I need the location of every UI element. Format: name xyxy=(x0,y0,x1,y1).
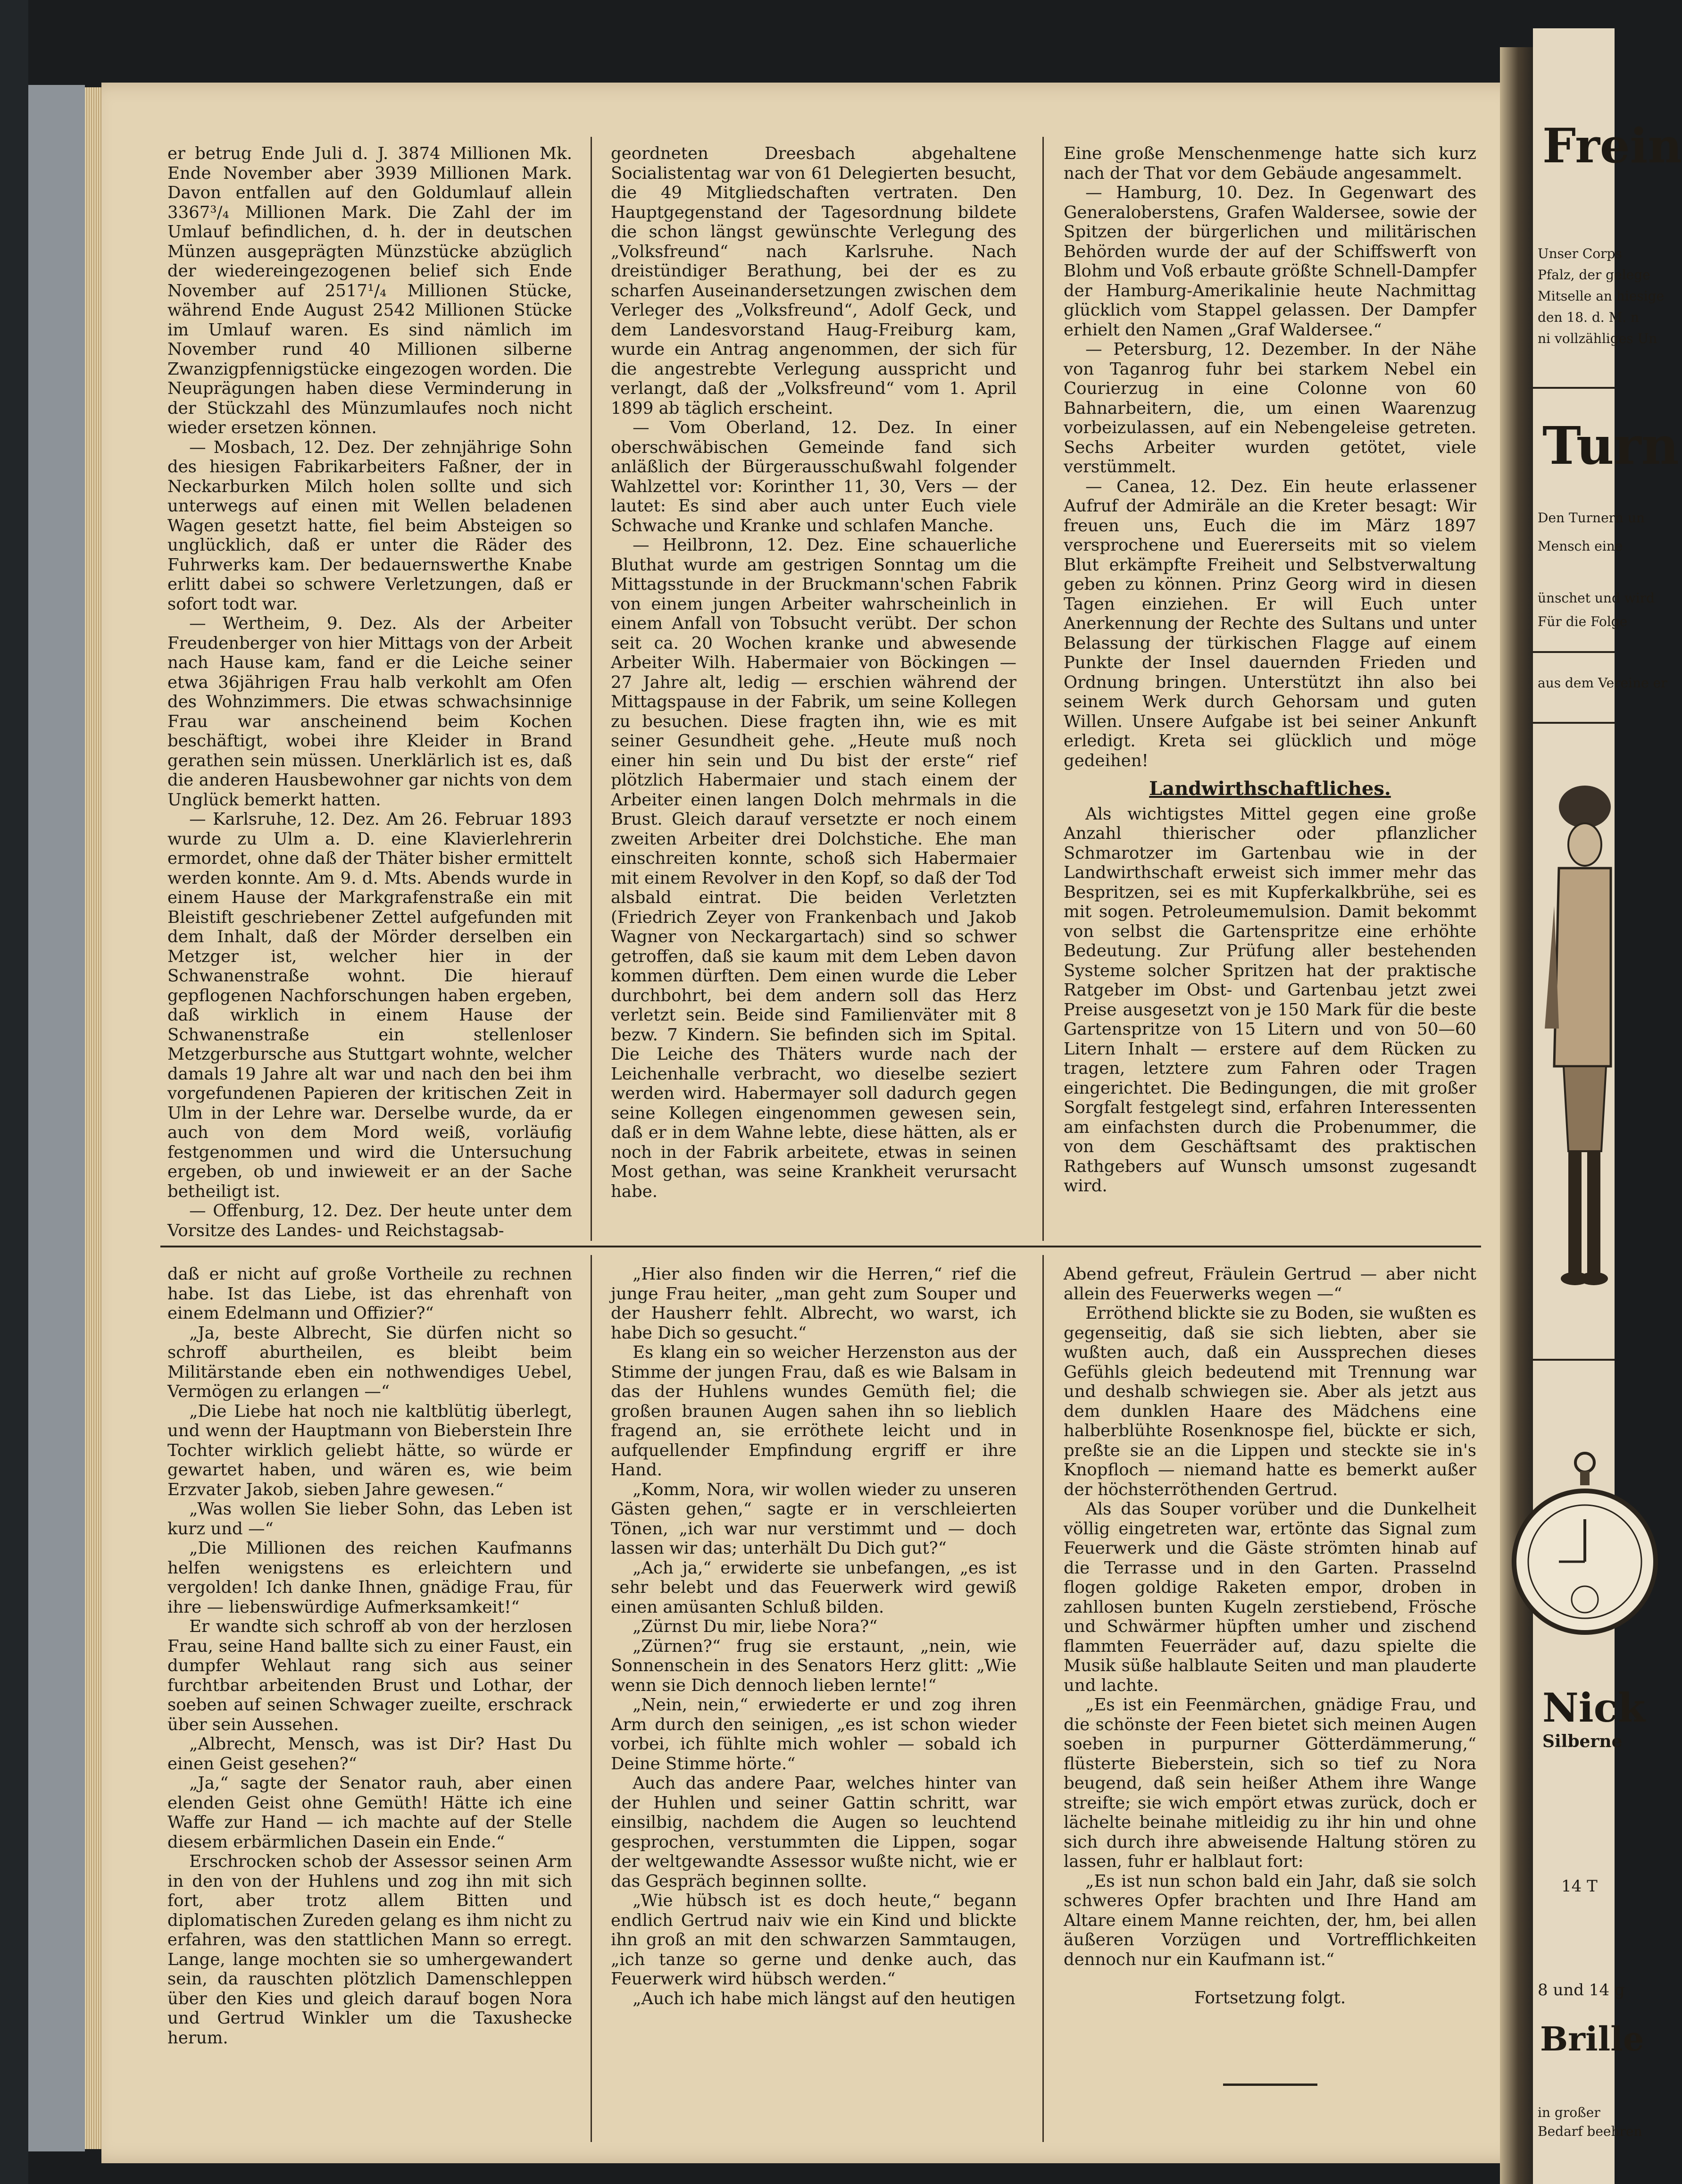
story-paragraph: daß er nicht auf große Vortheile zu rechnen habe. Ist das Liebe, ist das ehrenhaft von einem Edelmann und Offizier?“ xyxy=(167,1264,572,1323)
news-paragraph: Eine große Menschenmenge hatte sich kurz nach der That vor dem Gebäude angesammelt. xyxy=(1064,144,1476,183)
story-paragraph: Erröthend blickte sie zu Boden, sie wußten es gegenseitig, daß sie sich liebten, aber sie wußten auch, daß ein Aussprechen dieses Gefühls gleich bedeutend mit Trennung war und deshalb schwiegen sie. Aber als jetzt aus dem dunklen Haare des Mädchens eine halberblühte Rosenknospe fiel, bückte er sich, preßte sie an die Lippen und steckte sie in's Knopfloch — niemand hatte es bemerkt außer der höchsterröthenden Gertrud. xyxy=(1064,1304,1476,1499)
feuilleton-column-2 xyxy=(611,1264,1016,2161)
story-paragraph: Es klang ein so weicher Herzenston aus der Stimme der jungen Frau, daß es wie Balsam in das der Huhlens wundes Gemüth fiel; die großen braunen Augen sahen ihn so lieblich fragend an, sie erröthete leicht und in aufquellender Empfindung ergriff er ihre Hand. xyxy=(611,1343,1016,1480)
story-paragraph: „Ja, beste Albrecht, Sie dürfen nicht so schroff aburtheilen, es bleibt beim Militärstande eben ein nothwendiges Uebel, Vermögen zu erlangen —“ xyxy=(167,1323,572,1401)
news-paragraph: — Canea, 12. Dez. Ein heute erlassener Aufruf der Admiräle an die Kreter besagt: Wir freuen uns, Euch die im März 1897 versprochene und Euererseits mit so vielem Blut erkämpfte Freiheit und Selbstverwaltung geben zu können. Prinz Georg wird in diesen Tagen einziehen. Er will Euch unter Anerkennung der Rechte des Sultans und unter Belassung der türkischen Flagge auf einem Punkte der Insel dauernden Frieden und Ordnung bringen. Unterstützt ihn also bei seinem Werk durch Gehorsam und guten Willen. Unsere Aufgabe ist bei seiner Ankunft erledigt. Kreta sei glücklich und möge gedeihen! xyxy=(1064,477,1476,770)
news-paragraph: geordneten Dreesbach abgehaltene Socialistentag war von 61 Delegierten besucht, die 49 Mitgliedschaften vertraten. Den Hauptgegenstand der Tagesordnung bildete die schon längst gewünschte Verlegung des „Volksfreund“ nach Karlsruhe. Nach dreistündiger Berathung, bei der es zu scharfen Auseinandersetzungen zwischen dem Verleger des „Volksfreund“, Adolf Geck, und dem Landesvorstand Haug-Freiburg kam, wurde ein Antrag angenommen, der sich für die angestrebte Verlegung ausspricht und verlangt, daß der „Volksfreund“ vom 1. April 1899 ab täglich erscheint. xyxy=(611,144,1016,418)
facing-brille-heading: Brille xyxy=(1540,2019,1644,2058)
news-paragraph: — Hamburg, 10. Dez. In Gegenwart des Generaloberstens, Grafen Waldersee, sowie der Spitzen der bürgerlichen und militärischen Behörden wurde der auf der Schiffswerft von Blohm und Voß erbaute größte Schnell-Dampfer der Hamburg-Amerikalinie heute Nachmittag glücklich vom Stappel gelassen. Der Dampfer erhielt den Namen „Graf Waldersee.“ xyxy=(1064,183,1476,340)
news-paragraph: — Mosbach, 12. Dez. Der zehnjährige Sohn des hiesigen Fabrikarbeiters Faßner, der in Neckarburken Milch holen sollte und sich unterwegs auf einen mit Wellen beladenen Wagen gesetzt hatte, fiel beim Absteigen so unglücklich, daß er unter die Räder des Fuhrwerks kam. Der bedauernswerthe Knabe erlitt dabei so schwere Verletzungen, daß er sofort todt war. xyxy=(167,437,572,614)
news-column-1 xyxy=(167,144,572,1240)
facing-rule xyxy=(1533,387,1615,389)
story-paragraph: „Auch ich habe mich längst auf den heutigen xyxy=(633,1989,1016,2008)
news-paragraph: — Petersburg, 12. Dezember. In der Nähe von Taganrog fuhr bei starkem Nebel ein Courierzug in eine Colonne von 60 Bahnarbeitern, die, um einen Waarenzug vorbeizulassen, auf ein Nebengeleise getreten. Sechs Arbeiter wurden getötet, viele verstümmelt. xyxy=(1064,340,1476,477)
facing-text-line: 8 und 14 g xyxy=(1538,1981,1625,2000)
news-paragraph: — Heilbronn, 12. Dez. Eine schauerliche Bluthat wurde am gestrigen Sonntag um die Mittagsstunde in der Bruckmann'schen Fabrik von einem jungen Arbeiter wahrscheinlich in einem Anfall von Tobsucht verübt. Der schon seit ca. 20 Wochen kranke und abwesende Arbeiter Wilh. Habermaier von Böckingen — 27 Jahre alt, ledig — erschien während der Mittagspause in der Fabrik, um seine Kollegen zu besuchen. Diese fragten ihn, wie es mit seiner Gesundheit gehe. „Heute muß noch einer hin sein und Du bist der erste“ rief plötzlich Habermaier und stach einem der Arbeiter einen langen Dolch mehrmals in die Brust. Gleich darauf versetzte er noch einem zweiten Arbeiter drei Dolchstiche. Ehe man einschreiten konnte, schoß sich Habermaier mit einem Revolver in den Kopf, so daß der Tod alsbald eintrat. Die beiden Verletzten (Friedrich Zeyer von Frankenbach und Jakob Wagner von Neckargartach) sind so schwer getroffen, daß sie kaum mit dem Leben davon kommen dürften. Dem einen wurde die Leber durchbohrt, bei dem andern soll das Herz verletzt sein. Beide sind Familienväter mit 8 bezw. 7 Kindern. Sie befinden sich im Spital. Die Leiche des Thäters wurde nach der Leichenhalle verbracht, wo dieselbe seziert werden wird. Habermayer soll dadurch gegen seine Kollegen eingenommen gewesen sein, daß er in dem Wahne lebte, diese hätten, als er noch in der Fabrik arbeitete, etwas in seinen Most gethan, was seine Krankheit verursacht habe. xyxy=(611,536,1016,1201)
pocket-watch-illustration xyxy=(1540,1444,1611,1651)
story-paragraph: „Ach ja,“ erwiderte sie unbefangen, „es ist sehr belebt und das Feuerwerk wird gewiß einen amüsanten Schluß bilden. xyxy=(611,1558,1016,1617)
news-paragraph: er betrug Ende Juli d. J. 3874 Millionen Mk. Ende November aber 3939 Millionen Mark. Davon entfallen auf den Goldumlauf allein 3367³/₄ Millionen Mark. Die Zahl der im Umlauf befindlichen, d. h. der in deutschen Münzen ausgeprägten Münzstücke abzüglich der wiedereingezogenen belief sich Ende November auf 2517¹/₄ Millionen Stücke, während Ende August 2542 Millionen Stücke im Umlauf waren. Es sind nämlich im November rund 40 Millionen silberne Zwanzigpfennigstücke eingezogen worden. Die Neuprägungen haben diese Verminderung in der Stückzahl des Münzumlaufes noch nicht wieder ersetzen können. xyxy=(167,144,572,437)
facing-text-line: den 18. d. M. n xyxy=(1538,310,1640,325)
column-rule-upper-2 xyxy=(1042,137,1044,1241)
facing-text-line: Für die Folge xyxy=(1538,614,1628,629)
story-paragraph: Als das Souper vorüber und die Dunkelheit völlig eingetreten war, ertönte das Signal zum Feuerwerk und die Gäste strömten hinab auf die Terrasse und in den Garten. Prasselnd flogen goldige Raketen empor, droben in zahllosen bunten Kugeln zerstiebend, Frösche und Schwärmer hüpften umher und zischend flammten Feuerräder auf, dazu spielte die Musik süße halblaute Seiten und man plauderte und lachte. xyxy=(1064,1499,1476,1695)
story-paragraph: Er wandte sich schroff ab von der herzlosen Frau, seine Hand ballte sich zu einer Faust, ein dumpfer Wehlaut rang sich aus seiner furchtbar arbeitenden Brust und Lothar, der soeben auf seinen Schwager zueilte, erschrack über sein Aussehen. xyxy=(167,1617,572,1734)
story-paragraph: Auch das andere Paar, welches hinter van der Huhlen und seiner Gattin schritt, war einsilbig, nachdem die Augen so leuchtend gesprochen, verstummten die Lippen, sogar der weltgewandte Assessor wußte nicht, wie er das Gespräch beginnen sollte. xyxy=(611,1774,1016,1891)
facing-text-line: Mitselle an hiesige xyxy=(1538,288,1665,304)
story-paragraph: „Hier also finden wir die Herren,“ rief die junge Frau heiter, „man geht zum Souper und der Hausherr fehlt. Albrecht, wo warst, ich habe Dich so gesucht.“ xyxy=(611,1264,1016,1343)
facing-page xyxy=(1533,28,1682,2184)
story-paragraph: „Was wollen Sie lieber Sohn, das Leben ist kurz und —“ xyxy=(167,1499,572,1539)
facing-text-line: Bedarf beehren xyxy=(1538,2124,1642,2139)
story-paragraph: „Zürnst Du mir, liebe Nora?“ xyxy=(633,1617,878,1636)
facing-text-line: aus dem Vereine er xyxy=(1538,675,1667,691)
facing-text-line: 14 T xyxy=(1561,1877,1598,1896)
news-paragraph: — Offenburg, 12. Dez. Der heute unter dem Vorsitze des Landes- und Reichstagsab- xyxy=(167,1201,572,1240)
story-paragraph: Abend gefreut, Fräulein Gertrud — aber nicht allein des Feuerwerks wegen —“ xyxy=(1064,1264,1476,1304)
book-binding xyxy=(28,85,85,2151)
facing-text-line: ünschet und wird xyxy=(1538,590,1655,606)
column-rule-lower-1 xyxy=(591,1255,592,2142)
news-paragraph: — Wertheim, 9. Dez. Als der Arbeiter Freudenberger von hier Mittags von der Arbeit nach Hause kam, fand er die Leiche seiner etwa 36jährigen Frau halb verkohlt am Ofen des Wohnzimmers. Die etwas schwachsinnige Frau war anscheinend beim Kochen beschäftigt, wobei ihre Kleider in Brand gerathen sein müssen. Unerklärlich ist es, daß die anderen Hausbewohner gar nichts von dem Unglück bemerkt hatten. xyxy=(167,614,572,810)
feuilleton-divider xyxy=(160,1246,1481,1247)
story-paragraph: „Die Millionen des reichen Kaufmanns helfen wenigstens es erleichtern und vergolden! Ich danke Ihnen, gnädige Frau, für ihre — liebenswürdige Aufmerksamkeit!“ xyxy=(167,1539,572,1617)
page-stack-edge xyxy=(85,87,101,2149)
facing-text-line: Silberne xyxy=(1542,1732,1623,1751)
news-paragraph: — Vom Oberland, 12. Dez. In einer oberschwäbischen Gemeinde fand sich anläßlich der Bürgerausschußwahl folgender Wahlzettel vor: Korinther 11, 30, Vers — der lautet: Es sind aber auch unter Euch viele Schwache und Kranke und schlafen Manche. xyxy=(611,418,1016,536)
facing-text-line: Unser Corps xyxy=(1538,246,1622,261)
feuilleton-column-1 xyxy=(167,1264,572,2161)
column-rule-upper-1 xyxy=(591,137,592,1241)
story-paragraph: Erschrocken schob der Assessor seinen Arm in den von der Huhlens und zog ihn mit sich fort, aber trotz allem Bitten und diplomatischen Zureden gelang es ihm nicht zu erfahren, was den stattlichen Mann so erregt. Lange, lange mochten sie so umhergewandert sein, da rauschten plötzlich Damenschleppen über den Kies und gleich darauf bogen Nora und Gertrud Winkler um die Taxushecke herum. xyxy=(167,1852,572,2048)
facing-text-line: Mensch eine xyxy=(1538,538,1623,554)
story-paragraph: „Komm, Nora, wir wollen wieder zu unseren Gästen gehen,“ sagte er in verschleierten Tönen, „ich war nur verstimmt und — doch lassen wir das; unterhält Du Dich gut?“ xyxy=(611,1480,1016,1558)
end-rule xyxy=(1223,2084,1317,2086)
story-paragraph: „Zürnen?“ frug sie erstaunt, „nein, wie Sonnenschein in des Senators Herz glitt: „Wie wenn sie Dich dennoch lieben lernte!“ xyxy=(611,1636,1016,1695)
facing-masthead: Frein xyxy=(1542,118,1682,174)
story-paragraph: „Nein, nein,“ erwiederte er und zog ihren Arm durch den seinigen, „es ist schon wieder vorbei, ich fühlte mich wohler — sobald ich Deine Stimme hörte.“ xyxy=(611,1695,1016,1774)
news-column-2 xyxy=(611,144,1016,1234)
continuation-note: Fortsetzung folgt. xyxy=(1194,1988,1346,2008)
facing-text-line: ni vollzähliges Un xyxy=(1538,331,1657,346)
facing-turn-heading: Turn xyxy=(1542,415,1679,476)
column-rule-lower-2 xyxy=(1042,1255,1044,2142)
news-paragraph: Als wichtigstes Mittel gegen eine große Anzahl thierischer oder pflanzlicher Schmarotzer im Gartenbau wie in der Landwirthschaft erweist sich immer mehr das Bespritzen, sei es mit Kupferkalkbrühe, sei es mit sogen. Petroleumemulsion. Damit bekommt von selbst die Gartenspritze eine erhöhte Bedeutung. Zur Prüfung aller bestehenden Systeme solcher Spritzen hat der praktische Ratgeber im Obst- und Gartenbau jetzt zwei Preise ausgesetzt von je 150 Mark für die beste Gartenspritze von 15 Litern und von 50—60 Litern Inhalt — erstere auf dem Rücken zu tragen, letztere zum Fahren oder Tragen eingerichtet. Die Bedingungen, die mit großer Sorgfalt festgelegt sind, erfahren Interessenten am einfachsten durch die Probenummer, die von dem Geschäftsamt des praktischen Rathgebers auf Wunsch umsonst zugesandt wird. xyxy=(1064,804,1476,1196)
story-paragraph: „Albrecht, Mensch, was ist Dir? Hast Du einen Geist gesehen?“ xyxy=(167,1734,572,1774)
story-paragraph: „Ja,“ sagte der Senator rauh, aber einen elenden Geist ohne Gemüth! Hätte ich eine Waffe zur Hand — ich machte auf der Stelle diesem erbärmlichen Dasein ein Ende.“ xyxy=(167,1774,572,1852)
story-paragraph: „Es ist nun schon bald ein Jahr, daß sie solch schweres Opfer brachten und Ihre Hand am Altare einem Manne reichten, der, hm, bei allen äußeren Vorzügen und Vortrefflichkeiten dennoch nur ein Kaufmann ist.“ xyxy=(1064,1871,1476,1969)
feuilleton-column-3 xyxy=(1064,1264,1476,2161)
costume-figure-illustration xyxy=(1540,764,1611,1330)
facing-text-line: in großer xyxy=(1538,2105,1600,2120)
news-column-3 xyxy=(1064,144,1476,1234)
scanner-background xyxy=(0,0,28,2184)
facing-text-line: Pfalz, der gelege xyxy=(1538,267,1650,283)
facing-nickel-heading: Nick xyxy=(1542,1684,1646,1731)
story-paragraph: „Es ist ein Feenmärchen, gnädige Frau, und die schönste der Feen bietet sich meinen Augen soeben in purpurner Götterdämmerung,“ flüsterte Bieberstein, sich so tief zu Nora beugend, daß sein heißer Athem ihre Wange streifte; sie wich empört etwas zurück, doch er lächelte beinahe mitleidig zu ihr hin und ohne sich durch ihre abweisende Haltung stören zu lassen, fuhr er halblaut fort: xyxy=(1064,1695,1476,1871)
facing-rule xyxy=(1533,651,1615,653)
facing-rule xyxy=(1533,722,1615,724)
section-heading: Landwirthschaftliches. xyxy=(1149,778,1391,800)
story-paragraph: „Die Liebe hat noch nie kaltblütig überlegt, und wenn der Hauptmann von Bieberstein Ihre Tochter wirklich geliebt hätte, so würde er gewartet haben, und wären es, wie beim Erzvater Jakob, sieben Jahre gewesen.“ xyxy=(167,1401,572,1499)
book-gutter xyxy=(1500,47,1533,2184)
facing-text-line: Den Turnern un xyxy=(1538,510,1645,526)
news-paragraph: — Karlsruhe, 12. Dez. Am 26. Februar 1893 wurde zu Ulm a. D. eine Klavierlehrerin ermordet, ohne daß der Thäter bisher ermittelt werden konnte. Am 9. d. Mts. Abends wurde in einem Hause der Markgrafenstraße ein mit Bleistift geschriebener Zettel aufgefunden mit dem Inhalt, daß der Mörder derselben ein Metzger ist, welcher hier in der Schwanenstraße wohnt. Die hierauf gepflogenen Nachforschungen haben ergeben, daß wirklich in einem Hause der Schwanenstraße ein stellenloser Metzgerbursche aus Stuttgart wohnte, welcher damals 19 Jahre alt war und nach den bei ihm vorgefundenen Papieren der kritischen Zeit in Ulm in der Lehre war. Derselbe wurde, da er auch von dem Mord weiß, vorläufig festgenommen und wird die Untersuchung ergeben, ob und inwieweit er an der Sache betheiligt ist. xyxy=(167,810,572,1201)
story-paragraph: „Wie hübsch ist es doch heute,“ begann endlich Gertrud naiv wie ein Kind und blickte ihn groß an mit den schwarzen Sammtaugen, „ich tanze so gerne und denke auch, das Feuerwerk wird hübsch werden.“ xyxy=(611,1891,1016,1989)
facing-rule xyxy=(1533,1359,1615,1361)
